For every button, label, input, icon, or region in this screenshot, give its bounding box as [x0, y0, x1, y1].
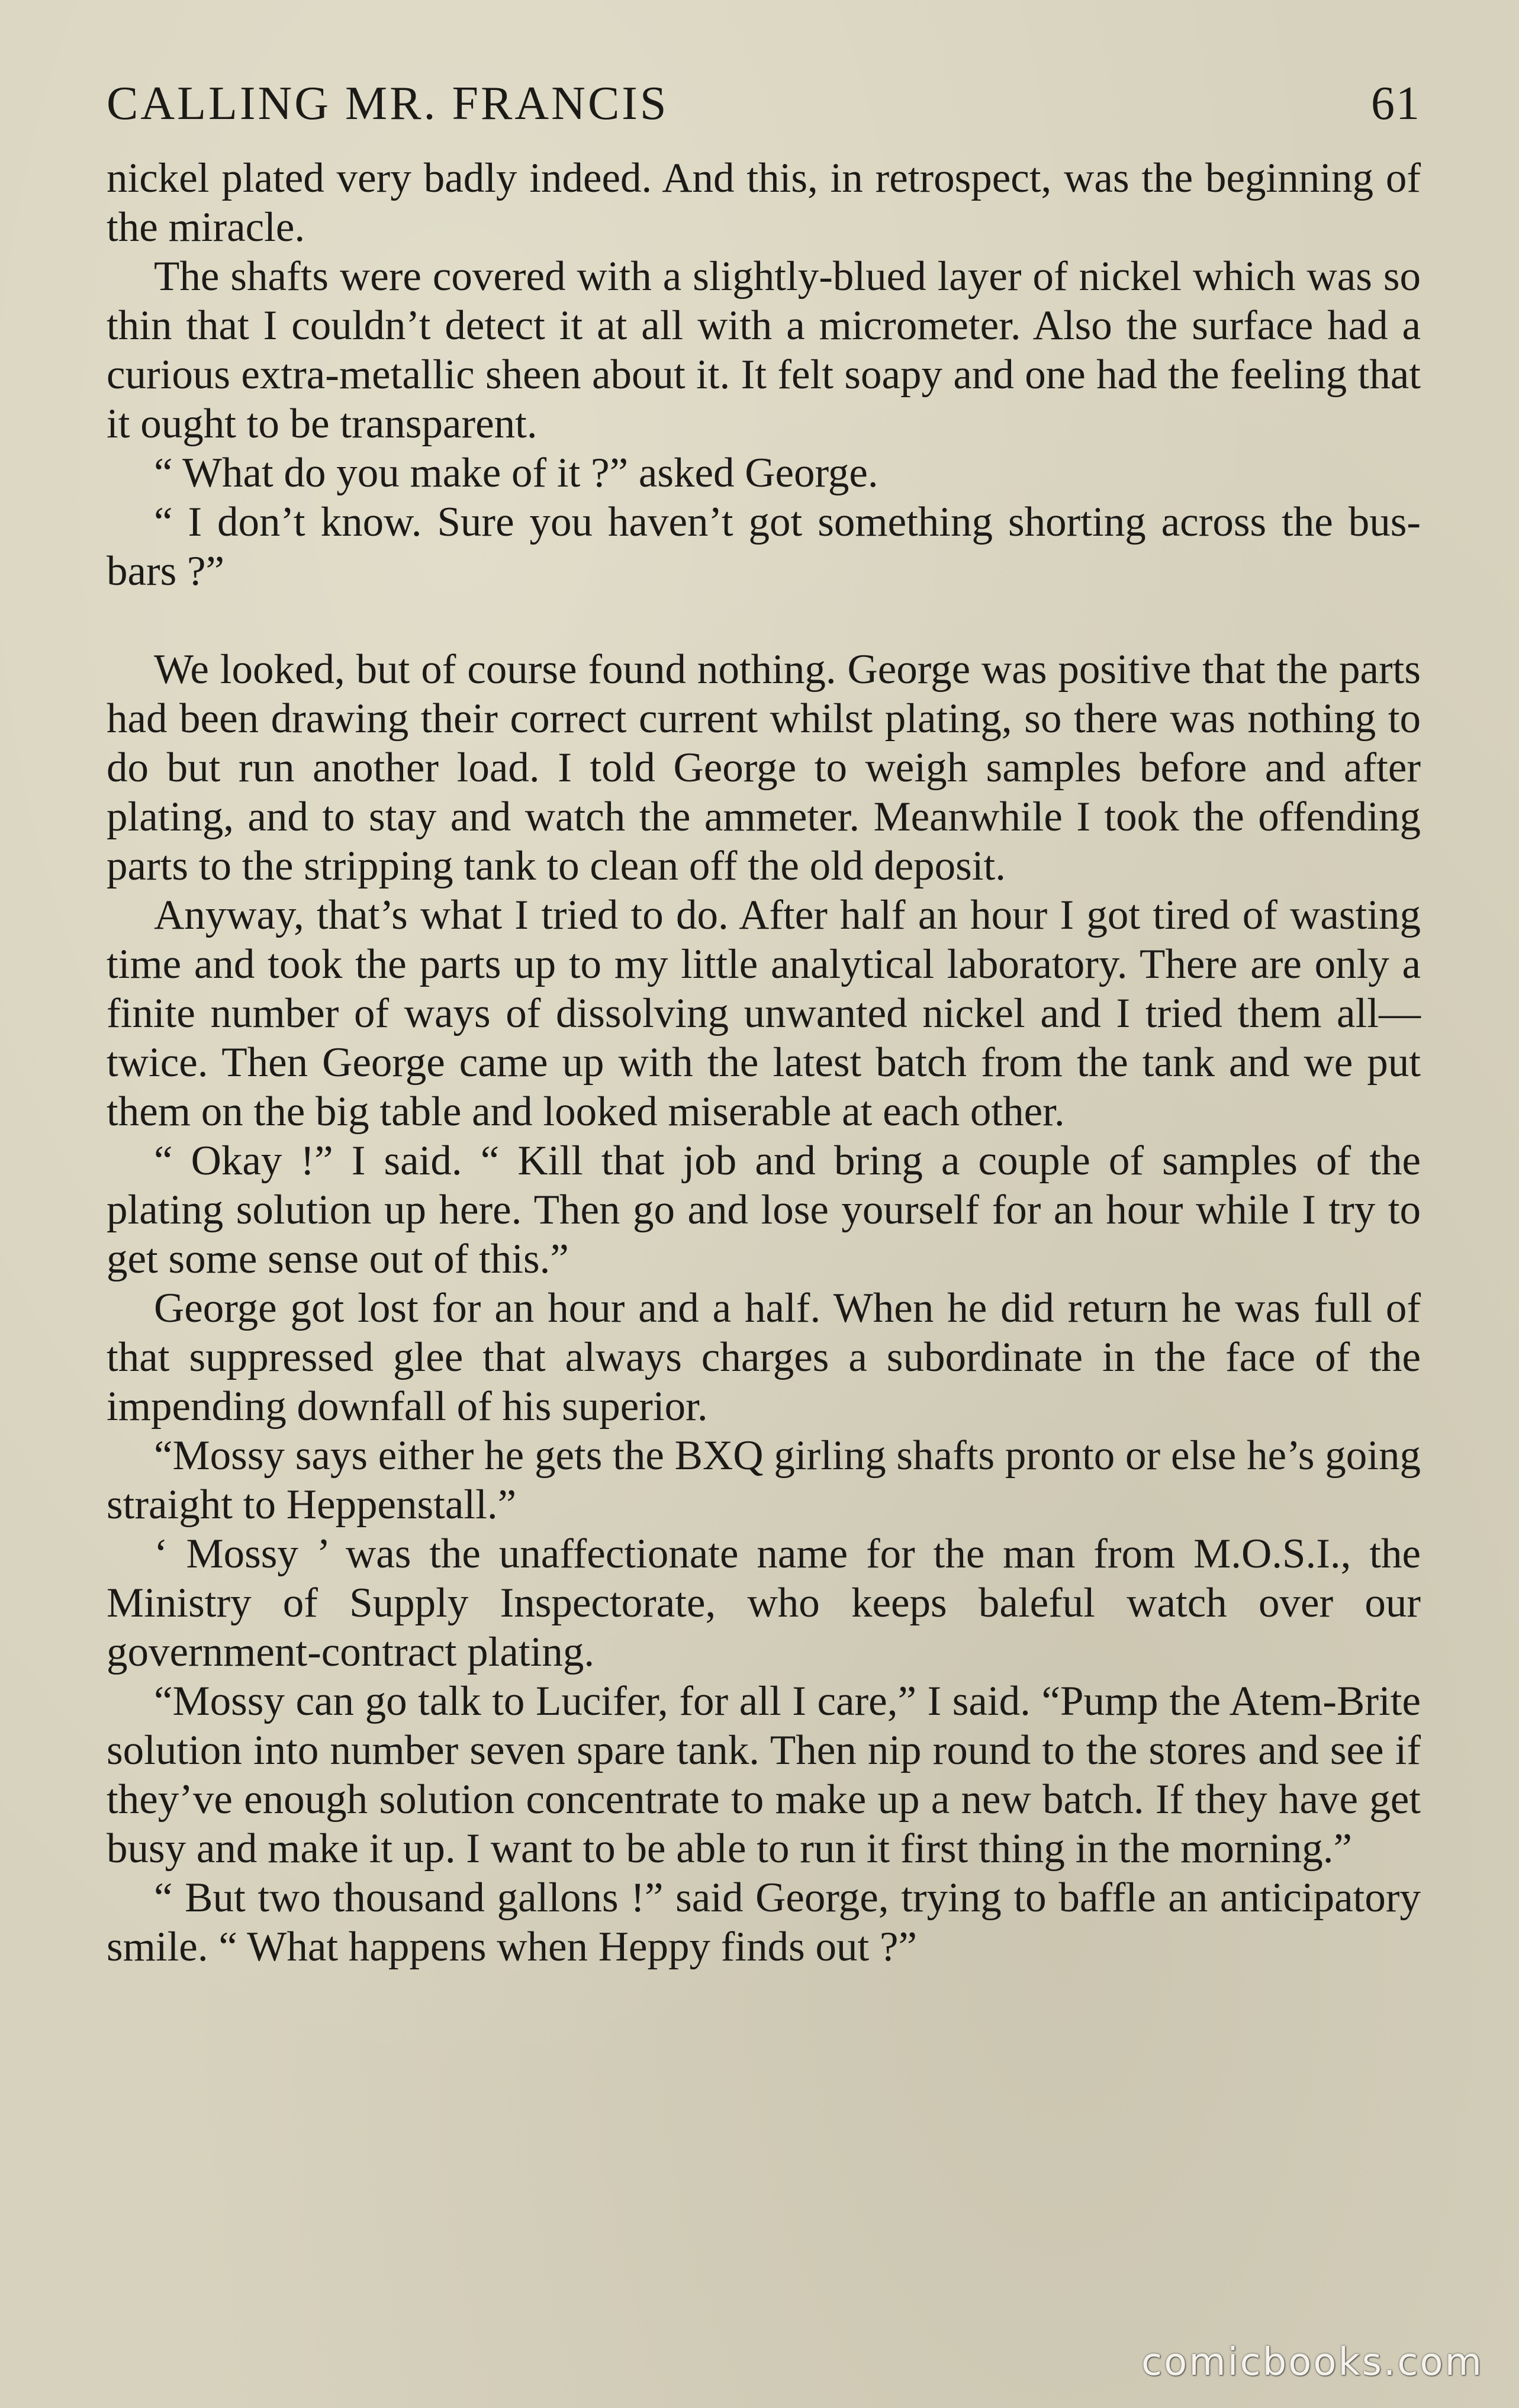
paragraph: Anyway, that’s what I tried to do. After half an hour I got tired of wasting time and took the parts up to my little analytical laboratory. There are only a finite number of ways of dissolving unwanted nickel and I tried them all—twice. Then George came up with the latest batch from the tank and we put them on the big table and looked miserable at each other.	[107, 892, 1421, 1135]
paragraph: “Mossy says either he gets the BXQ girling shafts pronto or else he’s going straight to Heppenstall.”	[107, 1432, 1421, 1528]
paragraph: nickel plated very badly indeed. And this, in retrospect, was the beginning of the miracle.	[107, 155, 1421, 250]
paragraph: “ I don’t know. Sure you haven’t got something shorting across the bus-bars ?”	[107, 499, 1421, 594]
paragraph: “Mossy can go talk to Lucifer, for all I care,” I said. “Pump the Atem-Brite solution into number seven spare tank. Then nip round to the stores and see if they’ve enough solution concentrate to make up a new batch. If they have get busy and make it up. I want to be able to run it first thing in the morning.”	[107, 1678, 1421, 1872]
paragraph: The shafts were covered with a slightly-blued layer of nickel which was so thin that I couldn’t detect it at all with a micrometer. Also the surface had a curious extra-metallic sheen about it. It felt soapy and one had the feeling that it ought to be transparent.	[107, 253, 1421, 447]
watermark: comicbooks.com	[1141, 2341, 1483, 2384]
body-text	[107, 154, 1421, 1972]
running-header	[107, 77, 1421, 148]
paragraph: “ What do you make of it ?” asked George.	[154, 450, 878, 496]
paragraph: ‘ Mossy ’ was the unaffectionate name for the man from M.O.S.I., the Ministry of Supply Inspectorate, who keeps baleful watch over our government-contract plating.	[107, 1531, 1421, 1675]
book-page	[107, 77, 1421, 2374]
paragraph: “ But two thousand gallons !” said George, trying to baffle an anticipatory smile. “ What happens when Heppy finds out ?”	[107, 1875, 1421, 1970]
running-title: CALLING MR. FRANCIS	[107, 78, 669, 130]
page-number: 61	[1371, 78, 1421, 130]
paragraph: “ Okay !” I said. “ Kill that job and bring a couple of samples of the plating solution up here. Then go and lose yourself for an hour while I try to get some sense out of this.”	[107, 1138, 1421, 1282]
paragraph: We looked, but of course found nothing. George was positive that the parts had been drawing their correct current whilst plating, so there was nothing to do but run another load. I told George to weigh samples before and after plating, and to stay and watch the ammeter. Meanwhile I took the offending parts to the stripping tank to clean off the old deposit.	[107, 646, 1421, 889]
paragraph: George got lost for an hour and a half. When he did return he was full of that suppressed glee that always charges a subordinate in the face of the impending downfall of his superior.	[107, 1285, 1421, 1430]
